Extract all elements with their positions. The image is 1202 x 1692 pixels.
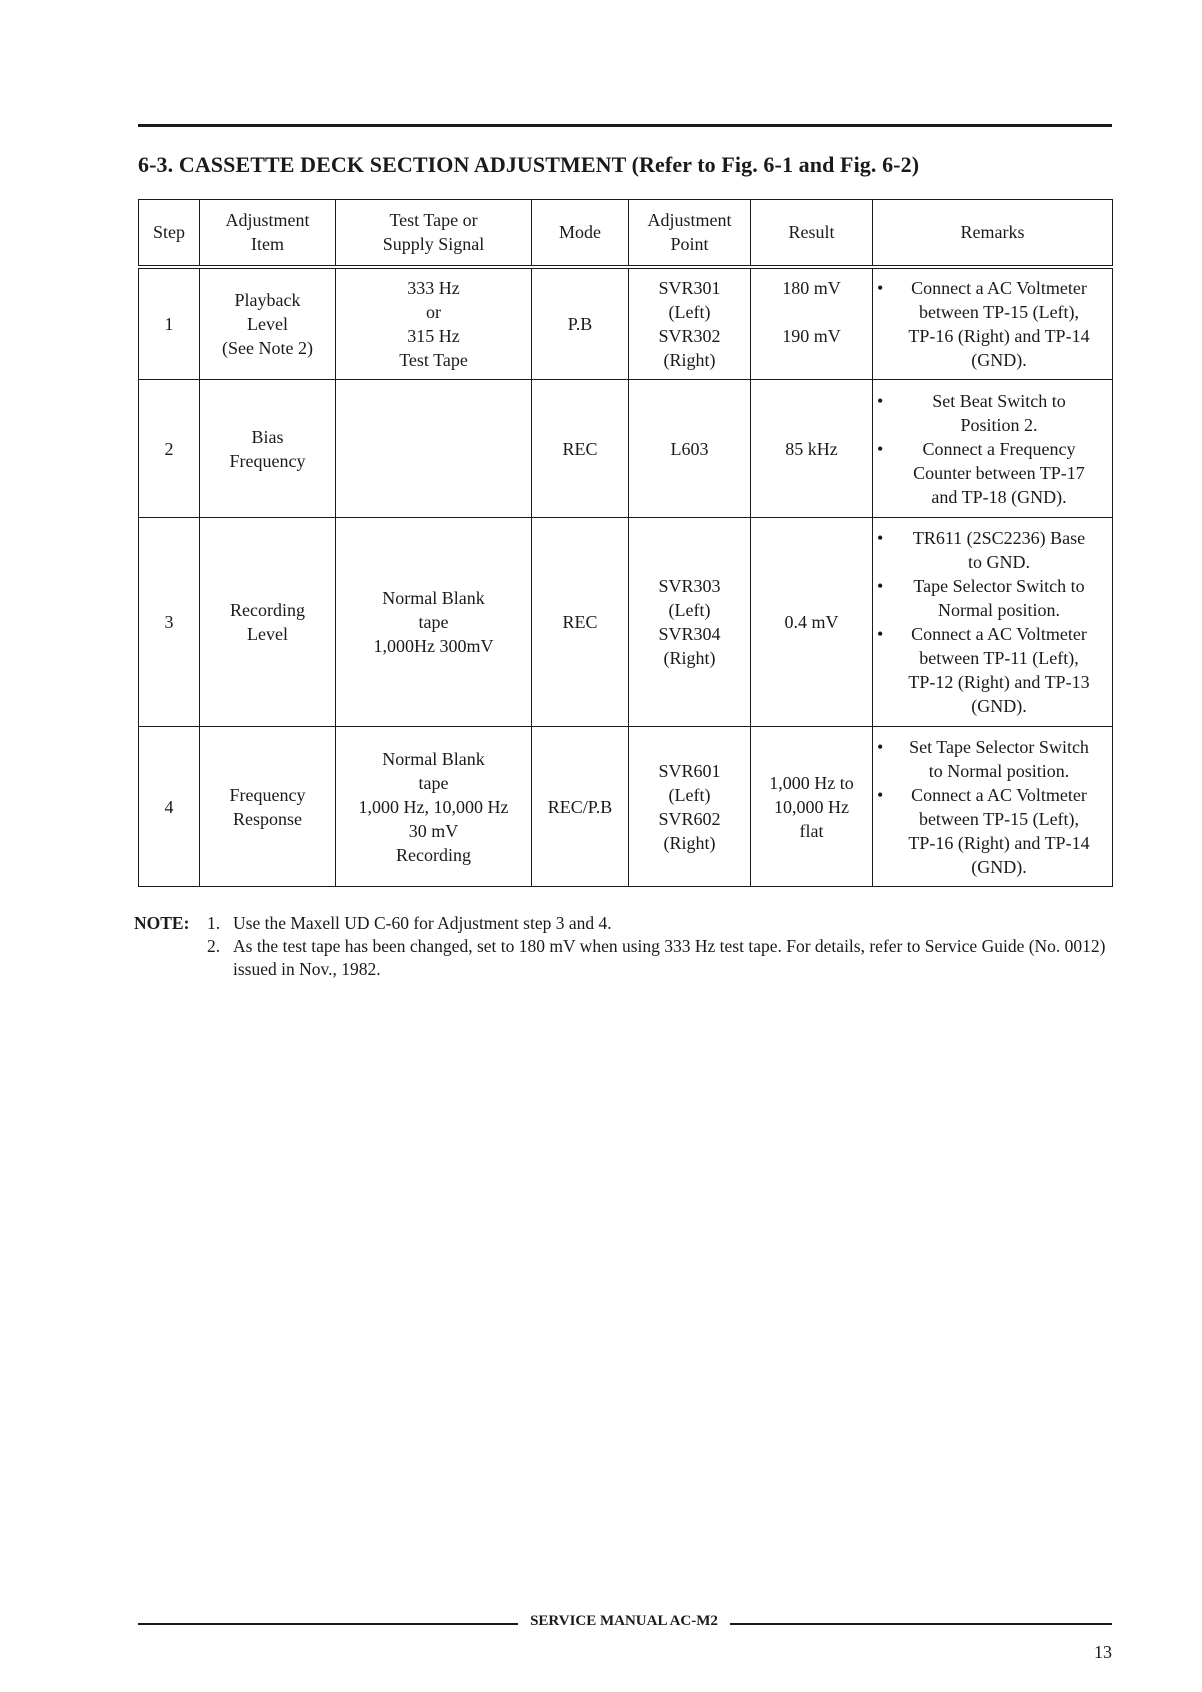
- remark-item: • TR611 (2SC2236) Base to GND.: [877, 528, 1086, 572]
- note-text: Use the Maxell UD C-60 for Adjustment step 3 and 4.: [233, 913, 612, 933]
- bullet-dot-icon: •: [877, 390, 884, 411]
- header-adjustment-item: Adjustment Item: [200, 200, 336, 267]
- cell-mode: REC/P.B: [532, 727, 629, 887]
- note-number: 1.: [207, 913, 221, 933]
- cell-item: Frequency Response: [200, 727, 336, 887]
- note-item: [134, 912, 1112, 935]
- cell-signal: [336, 380, 532, 518]
- cell-item: Bias Frequency: [200, 380, 336, 518]
- note-item: [134, 935, 1112, 981]
- note-label: NOTE:: [134, 913, 190, 933]
- footer-title: SERVICE MANUAL AC-M2: [530, 1613, 718, 1629]
- cell-signal: 333 Hz or 315 Hz Test Tape: [336, 267, 532, 380]
- cell-remarks: [873, 727, 1113, 887]
- cell-item: Recording Level: [200, 518, 336, 727]
- table-row: [139, 267, 1113, 380]
- remark-item: • Set Tape Selector Switch to Normal position.: [877, 736, 1089, 781]
- cell-point: SVR301 (Left) SVR302 (Right): [629, 267, 751, 380]
- table-row: [139, 518, 1113, 727]
- notes-block: [134, 912, 1112, 981]
- header-remarks: Remarks: [873, 200, 1113, 267]
- cell-signal: Normal Blank tape 1,000 Hz, 10,000 Hz 30 mV Recording: [336, 727, 532, 887]
- bullet-dot-icon: •: [877, 784, 884, 805]
- bullet-dot-icon: •: [877, 576, 884, 596]
- header-mode: Mode: [532, 200, 629, 267]
- bullet-dot-icon: •: [877, 736, 884, 757]
- cell-result: 1,000 Hz to 10,000 Hz flat: [751, 727, 873, 887]
- cell-step: 3: [139, 518, 200, 727]
- bullet-dot-icon: •: [877, 438, 884, 459]
- cell-remarks: [873, 518, 1113, 727]
- cell-step: 4: [139, 727, 200, 887]
- page-number: 13: [1094, 1642, 1112, 1662]
- cell-step: 1: [139, 267, 200, 380]
- cell-point: SVR303 (Left) SVR304 (Right): [629, 518, 751, 727]
- cell-result: 85 kHz: [751, 380, 873, 518]
- remark-item: • Set Beat Switch to Position 2.: [877, 390, 1066, 435]
- note-text: As the test tape has been changed, set to 180 mV when using 333 Hz test tape. For details, refer to Service Guide (No. 0012) issued in Nov., 1982.: [233, 936, 1106, 979]
- header-result: Result: [751, 200, 873, 267]
- remark-item: • Connect a Frequency Counter between TP-17 and TP-18 (GND).: [877, 438, 1085, 507]
- remark-item: • Tape Selector Switch to Normal position.: [877, 576, 1085, 620]
- note-number: 2.: [207, 936, 221, 956]
- footer-rule-left: [138, 1623, 518, 1625]
- header-step: Step: [139, 200, 200, 267]
- footer-rule-right: [730, 1623, 1112, 1625]
- header-test-signal: Test Tape or Supply Signal: [336, 200, 532, 267]
- cell-remarks: [873, 267, 1113, 380]
- remark-item: • Connect a AC Voltmeter between TP-11 (Left), TP-12 (Right) and TP-13 (GND).: [877, 624, 1090, 716]
- bullet-dot-icon: •: [877, 624, 884, 644]
- cell-mode: P.B: [532, 267, 629, 380]
- table-header-row: [139, 200, 1113, 267]
- top-rule: [138, 124, 1112, 127]
- remark-item: • Connect a AC Voltmeter between TP-15 (Left), TP-16 (Right) and TP-14 (GND).: [877, 277, 1090, 370]
- table-row: [139, 727, 1113, 887]
- cell-item: Playback Level (See Note 2): [200, 267, 336, 380]
- cell-remarks: [873, 380, 1113, 518]
- remark-item: • Connect a AC Voltmeter between TP-15 (Left), TP-16 (Right) and TP-14 (GND).: [877, 784, 1090, 877]
- adjustment-table: [138, 199, 1113, 887]
- bullet-dot-icon: •: [877, 528, 884, 548]
- header-adjustment-point: Adjustment Point: [629, 200, 751, 267]
- cell-point: SVR601 (Left) SVR602 (Right): [629, 727, 751, 887]
- cell-mode: REC: [532, 380, 629, 518]
- cell-result: 0.4 mV: [751, 518, 873, 727]
- cell-step: 2: [139, 380, 200, 518]
- table-row: [139, 380, 1113, 518]
- bullet-dot-icon: •: [877, 277, 884, 298]
- cell-result: 180 mV 190 mV: [751, 267, 873, 380]
- cell-point: L603: [629, 380, 751, 518]
- cell-signal: Normal Blank tape 1,000Hz 300mV: [336, 518, 532, 727]
- cell-mode: REC: [532, 518, 629, 727]
- section-title: 6-3. CASSETTE DECK SECTION ADJUSTMENT (Refer to Fig. 6-1 and Fig. 6-2): [138, 152, 920, 177]
